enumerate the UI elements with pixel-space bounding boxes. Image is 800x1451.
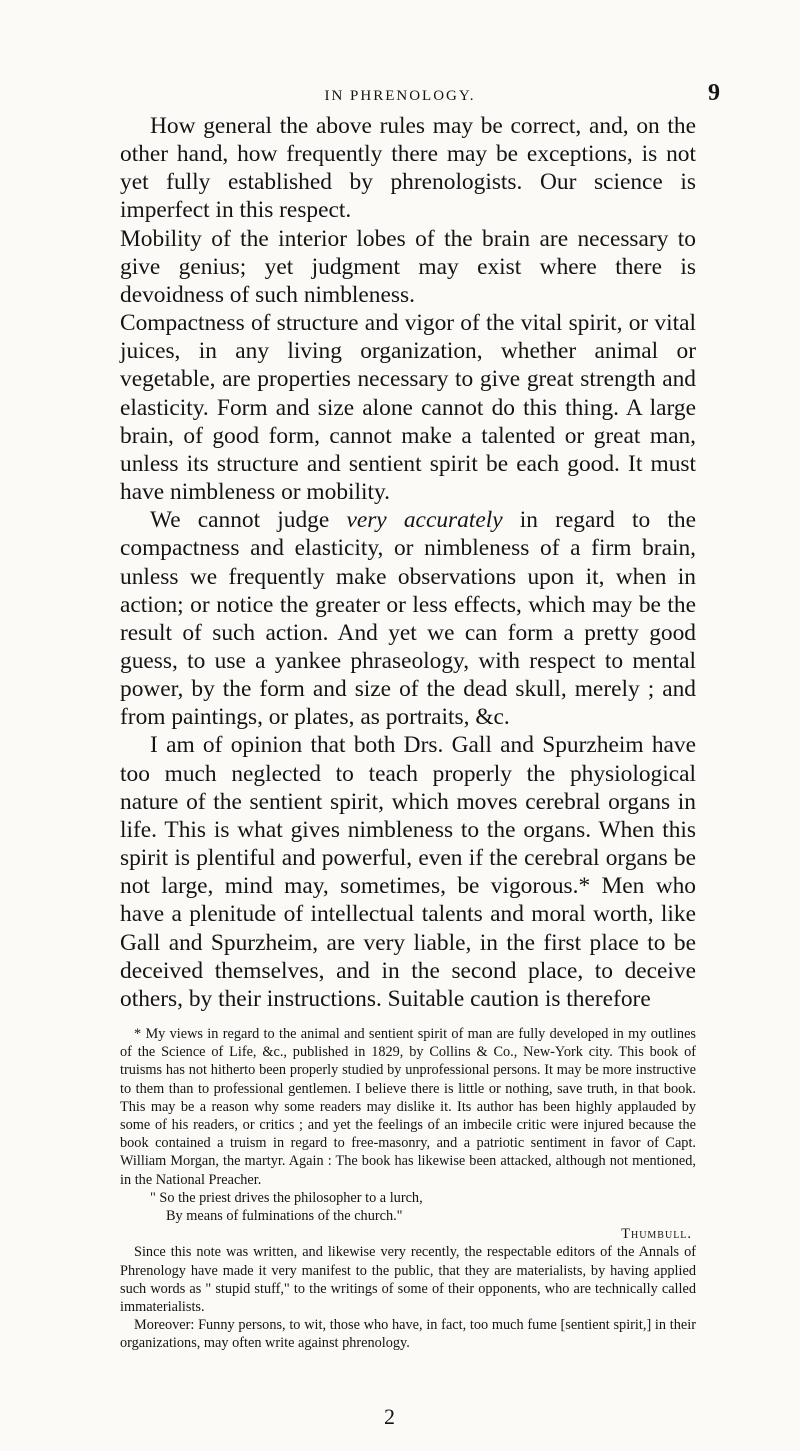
page-number: 9 — [708, 80, 720, 106]
paragraph-5: I am of opinion that both Drs. Gall and Spurzheim have too much neglected to teach properly the physiological nature of the sentient spirit, which moves cerebral organs in life. This is what gives nimbleness to the organs. When this spirit is plentiful and powerful, even if the cerebral organs be not large, mind may, sometimes, be vigorous.* Men who have a plenitude of intellectual talents and moral worth, like Gall and Spurzheim, are very liable, in the first place to be deceived themselves, and in the second place, to deceive others, by their instructions. Suitable caution is therefore — [120, 732, 696, 1012]
main-text — [120, 112, 696, 1013]
paragraph-4-emphasis: very accurately — [346, 507, 503, 534]
running-title: IN PHRENOLOGY. — [324, 88, 476, 104]
footnote-signature: Thumbull. — [621, 1226, 692, 1243]
footnote-text-1: * My views in regard to the animal and sentient spirit of man are fully developed in my outlines of the Science of Life, &c., published in 1829, by Collins & Co., New-York city. This book of truisms has not hitherto been properly studied by unprofessional persons. It may be more instructive to them than to professional gentlemen. I believe there is little or nothing, save truth, in that book. This may be a reason why some readers may dislike it. Its author has been highly applauded by some of his readers, or critics ; and yet the feelings of an imbecile critic were injured because the book contained a truism in regard to free-masonry, and a patriotic sentiment in favor of Capt. William Morgan, the martyr. Again : The book has likewise been attacked, although not mentioned, in the National Preacher. — [120, 1026, 696, 1188]
paragraph-3: Compactness of structure and vigor of the vital spirit, or vital juices, in any living organization, whether animal or vegetable, are properties necessary to give great strength and elasticity. Form and size alone cannot do this thing. A large brain, of good form, cannot make a talented or great man, unless its structure and sentient spirit be each good. It must have nimbleness or mobility. — [120, 310, 696, 506]
footnote-text-2: Since this note was written, and likewise very recently, the respectable editors of the Annals of Phrenology have made it very manifest to the public, that they are materialists, by having applied such words as " stupid stuff," to the writings of some of their opponents, who are technically called immaterialists. — [120, 1244, 696, 1316]
paragraph-4-end: in regard to the compactness and elasticity, or nimbleness of a firm brain, unless we frequently make observations upon it, when in action; or notice the greater or less effects, which may be the result of such action. And yet we can form a pretty good guess, to use a yankee phraseology, with respect to mental power, by the form and size of the dead skull, merely ; and from paintings, or plates, as portraits, &c. — [120, 507, 696, 731]
footnote-quote-line-1: " So the priest drives the philosopher to a lurch, — [150, 1189, 423, 1206]
footnote-block — [120, 1025, 696, 1353]
paragraph-4-start: We cannot judge — [150, 507, 347, 534]
paragraph-4 — [120, 506, 696, 731]
footnote-quote-line-2: By means of fulminations of the church." — [166, 1208, 403, 1225]
paragraph-1: How general the above rules may be correct, and, on the other hand, how frequently there may be exceptions, is not yet fully established by phrenologists. Our science is imperfect in this respect. — [120, 113, 696, 224]
footnote-text-3: Moreover: Funny persons, to wit, those who have, in fact, too much fume [sentient spirit,] in their organizations, may often write against phrenology. — [120, 1317, 696, 1352]
paragraph-2: Mobility of the interior lobes of the brain are necessary to give genius; yet judgment may exist where there is devoidness of such nimbleness. — [120, 225, 696, 308]
printer-signature-mark: 2 — [384, 1404, 395, 1429]
